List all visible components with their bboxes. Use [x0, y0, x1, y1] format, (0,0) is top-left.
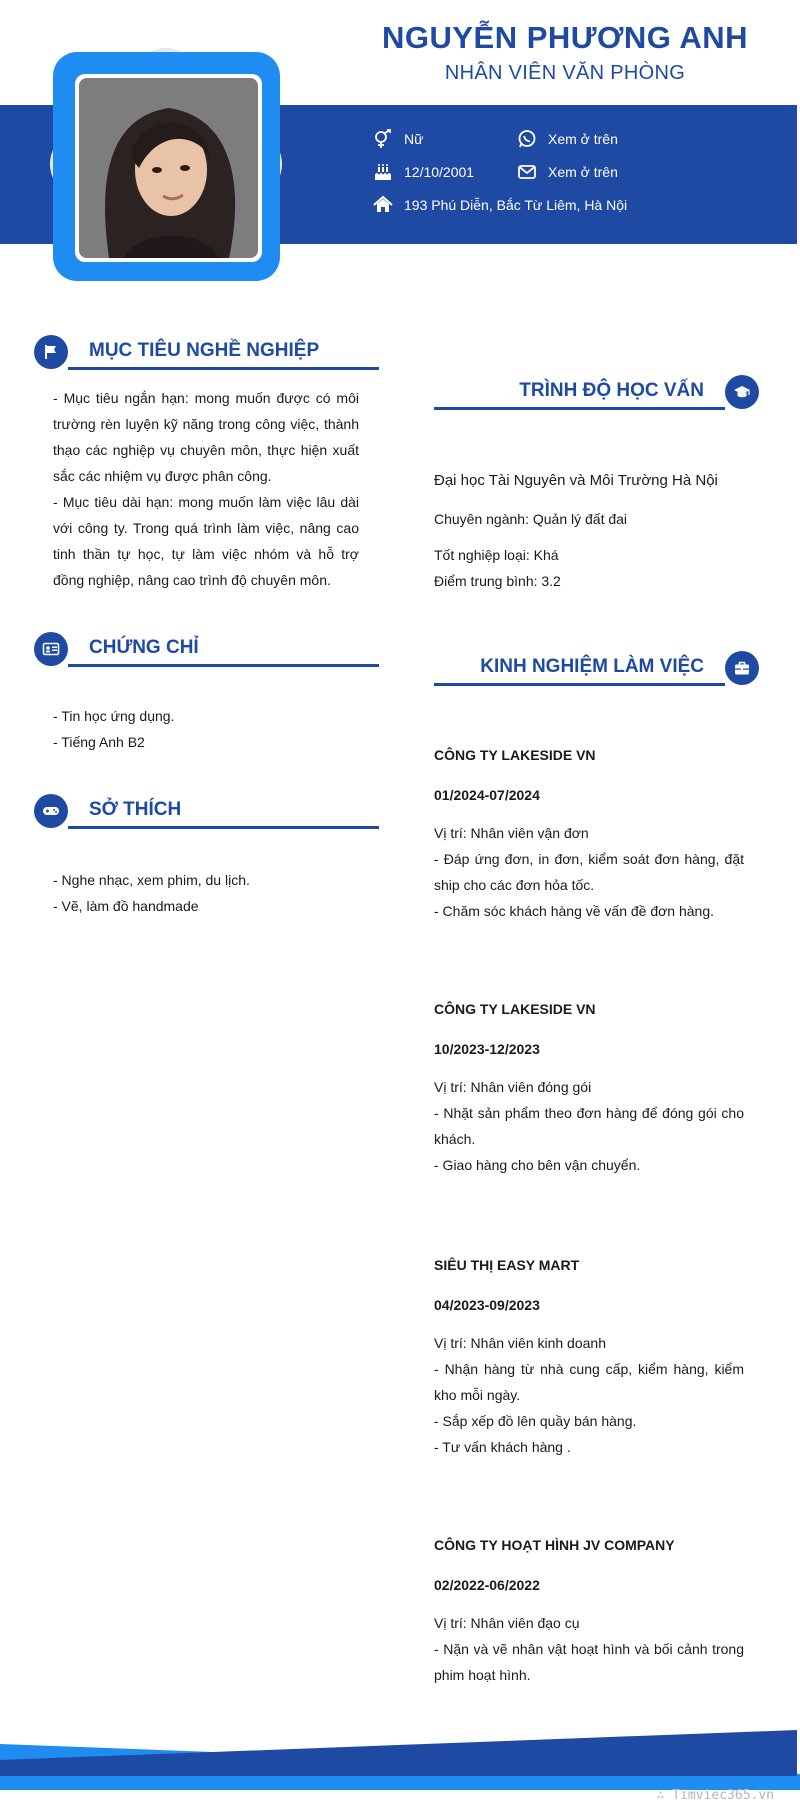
phone-value[interactable]: Xem ở trên — [548, 131, 618, 147]
job-position: Vị trí: Nhân viên vận đơn — [434, 825, 589, 841]
experience-underline — [434, 683, 725, 686]
briefcase-badge — [725, 651, 759, 685]
job-duty: - Giao hàng cho bên vận chuyển. — [434, 1157, 641, 1173]
whatsapp-icon — [516, 128, 538, 150]
job-period: 02/2022-06/2022 — [434, 1577, 540, 1593]
education-heading — [434, 372, 759, 416]
birthday-value: 12/10/2001 — [404, 164, 475, 180]
job-period: 10/2023-12/2023 — [434, 1041, 540, 1057]
education-major: Chuyên ngành: Quản lý đất đai — [434, 511, 628, 527]
hobbies-underline — [68, 826, 379, 829]
job-period: 04/2023-09/2023 — [434, 1297, 540, 1313]
education-underline — [434, 407, 725, 410]
gamepad-badge — [34, 794, 68, 828]
education-title: TRÌNH ĐỘ HỌC VẤN — [519, 380, 704, 401]
certificate-item: - Tiếng Anh B2 — [53, 734, 145, 750]
profile-photo — [79, 78, 258, 258]
avatar — [24, 24, 308, 308]
flag-icon — [42, 343, 60, 361]
address-value: 193 Phú Diễn, Bắc Từ Liêm, Hà Nội — [404, 197, 628, 213]
watermark — [657, 1788, 774, 1803]
job-company: SIÊU THỊ EASY MART — [434, 1257, 580, 1273]
job-period: 01/2024-07/2024 — [434, 787, 540, 803]
objective-underline — [68, 367, 379, 370]
contact-address — [372, 194, 627, 216]
gender-value: Nữ — [404, 131, 424, 147]
envelope-icon — [516, 161, 538, 183]
job-duty: - Đáp ứng đơn, in đơn, kiểm soát đơn hàng, đặt ship cho các đơn hỏa tốc. — [434, 851, 744, 893]
objective-short-term: - Mục tiêu ngắn hạn: mong muốn được có môi trường rèn luyện kỹ năng trong công việc, thành thạo các nghiệp vụ chuyên môn, thực hiện xuất sắc các nhiệm vụ được phân công. — [53, 390, 359, 484]
contact-gender — [372, 128, 423, 150]
graduation-badge — [725, 375, 759, 409]
education-gpa: Điểm trung bình: 3.2 — [434, 573, 561, 589]
certificates-underline — [68, 664, 379, 667]
experience-heading — [434, 648, 759, 692]
job-duty: - Nhặt sản phẩm theo đơn hàng để đóng gói cho khách. — [434, 1105, 744, 1147]
id-card-icon — [42, 640, 60, 658]
job-duty: - Chăm sóc khách hàng về vấn đề đơn hàng. — [434, 903, 715, 919]
job-position: Vị trí: Nhân viên đạo cụ — [434, 1615, 580, 1631]
email-value[interactable]: Xem ở trên — [548, 164, 618, 180]
job-company: CÔNG TY LAKESIDE VN — [434, 747, 596, 763]
objective-title: MỤC TIÊU NGHỀ NGHIỆP — [89, 340, 320, 361]
contact-birthday — [372, 161, 474, 183]
gender-icon — [372, 128, 394, 150]
job-company: CÔNG TY LAKESIDE VN — [434, 1001, 596, 1017]
education-school: Đại học Tài Nguyên và Môi Trường Hà Nội — [434, 472, 718, 489]
graduation-cap-icon — [733, 383, 751, 401]
birthday-cake-icon — [372, 161, 394, 183]
certificates-title: CHỨNG CHỈ — [89, 637, 199, 658]
job-duty: - Sắp xếp đồ lên quầy bán hàng. — [434, 1413, 637, 1429]
contact-phone — [516, 128, 618, 150]
education-grade: Tốt nghiệp loại: Khá — [434, 547, 559, 563]
briefcase-icon — [733, 659, 751, 677]
job-duty: - Tư vấn khách hàng . — [434, 1439, 571, 1455]
certificate-badge — [34, 632, 68, 666]
watermark-text: Timviec365.vn — [672, 1788, 774, 1803]
job-position: Vị trí: Nhân viên kinh doanh — [434, 1335, 606, 1351]
objective-heading — [34, 332, 379, 376]
watermark-icon: ∴ — [656, 1788, 673, 1803]
candidate-name: NGUYỄN PHƯƠNG ANH — [381, 20, 749, 55]
job-duty: - Nặn và vẽ nhân vật hoạt hình và bối cảnh trong phim hoạt hình. — [434, 1641, 744, 1683]
hobby-item: - Nghe nhạc, xem phim, du lịch. — [53, 872, 250, 888]
job-company: CÔNG TY HOẠT HÌNH JV COMPANY — [434, 1537, 675, 1553]
certificates-heading — [34, 629, 379, 673]
flag-badge — [34, 335, 68, 369]
contact-email — [516, 161, 618, 183]
gamepad-icon — [42, 802, 60, 820]
job-position: Vị trí: Nhân viên đóng gói — [434, 1079, 592, 1095]
job-duty: - Nhận hàng từ nhà cung cấp, kiểm hàng, kiểm kho mỗi ngày. — [434, 1361, 744, 1403]
footer-wave — [0, 1730, 800, 1790]
hobbies-heading — [34, 791, 379, 835]
experience-title: KINH NGHIỆM LÀM VIỆC — [480, 656, 704, 677]
hobbies-title: SỞ THÍCH — [89, 799, 182, 820]
home-icon — [372, 194, 394, 216]
certificate-item: - Tin học ứng dụng. — [53, 708, 175, 724]
objective-long-term: - Mục tiêu dài hạn: mong muốn làm việc lâu dài với công ty. Trong quá trình làm việc, nâng cao tinh thần tự học, tự làm việc nhóm và hỗ trợ đồng nghiệp, nâng cao trình độ chuyên môn. — [53, 494, 359, 588]
job-title: NHÂN VIÊN VĂN PHÒNG — [444, 62, 686, 84]
hobby-item: - Vẽ, làm đồ handmade — [53, 898, 199, 914]
